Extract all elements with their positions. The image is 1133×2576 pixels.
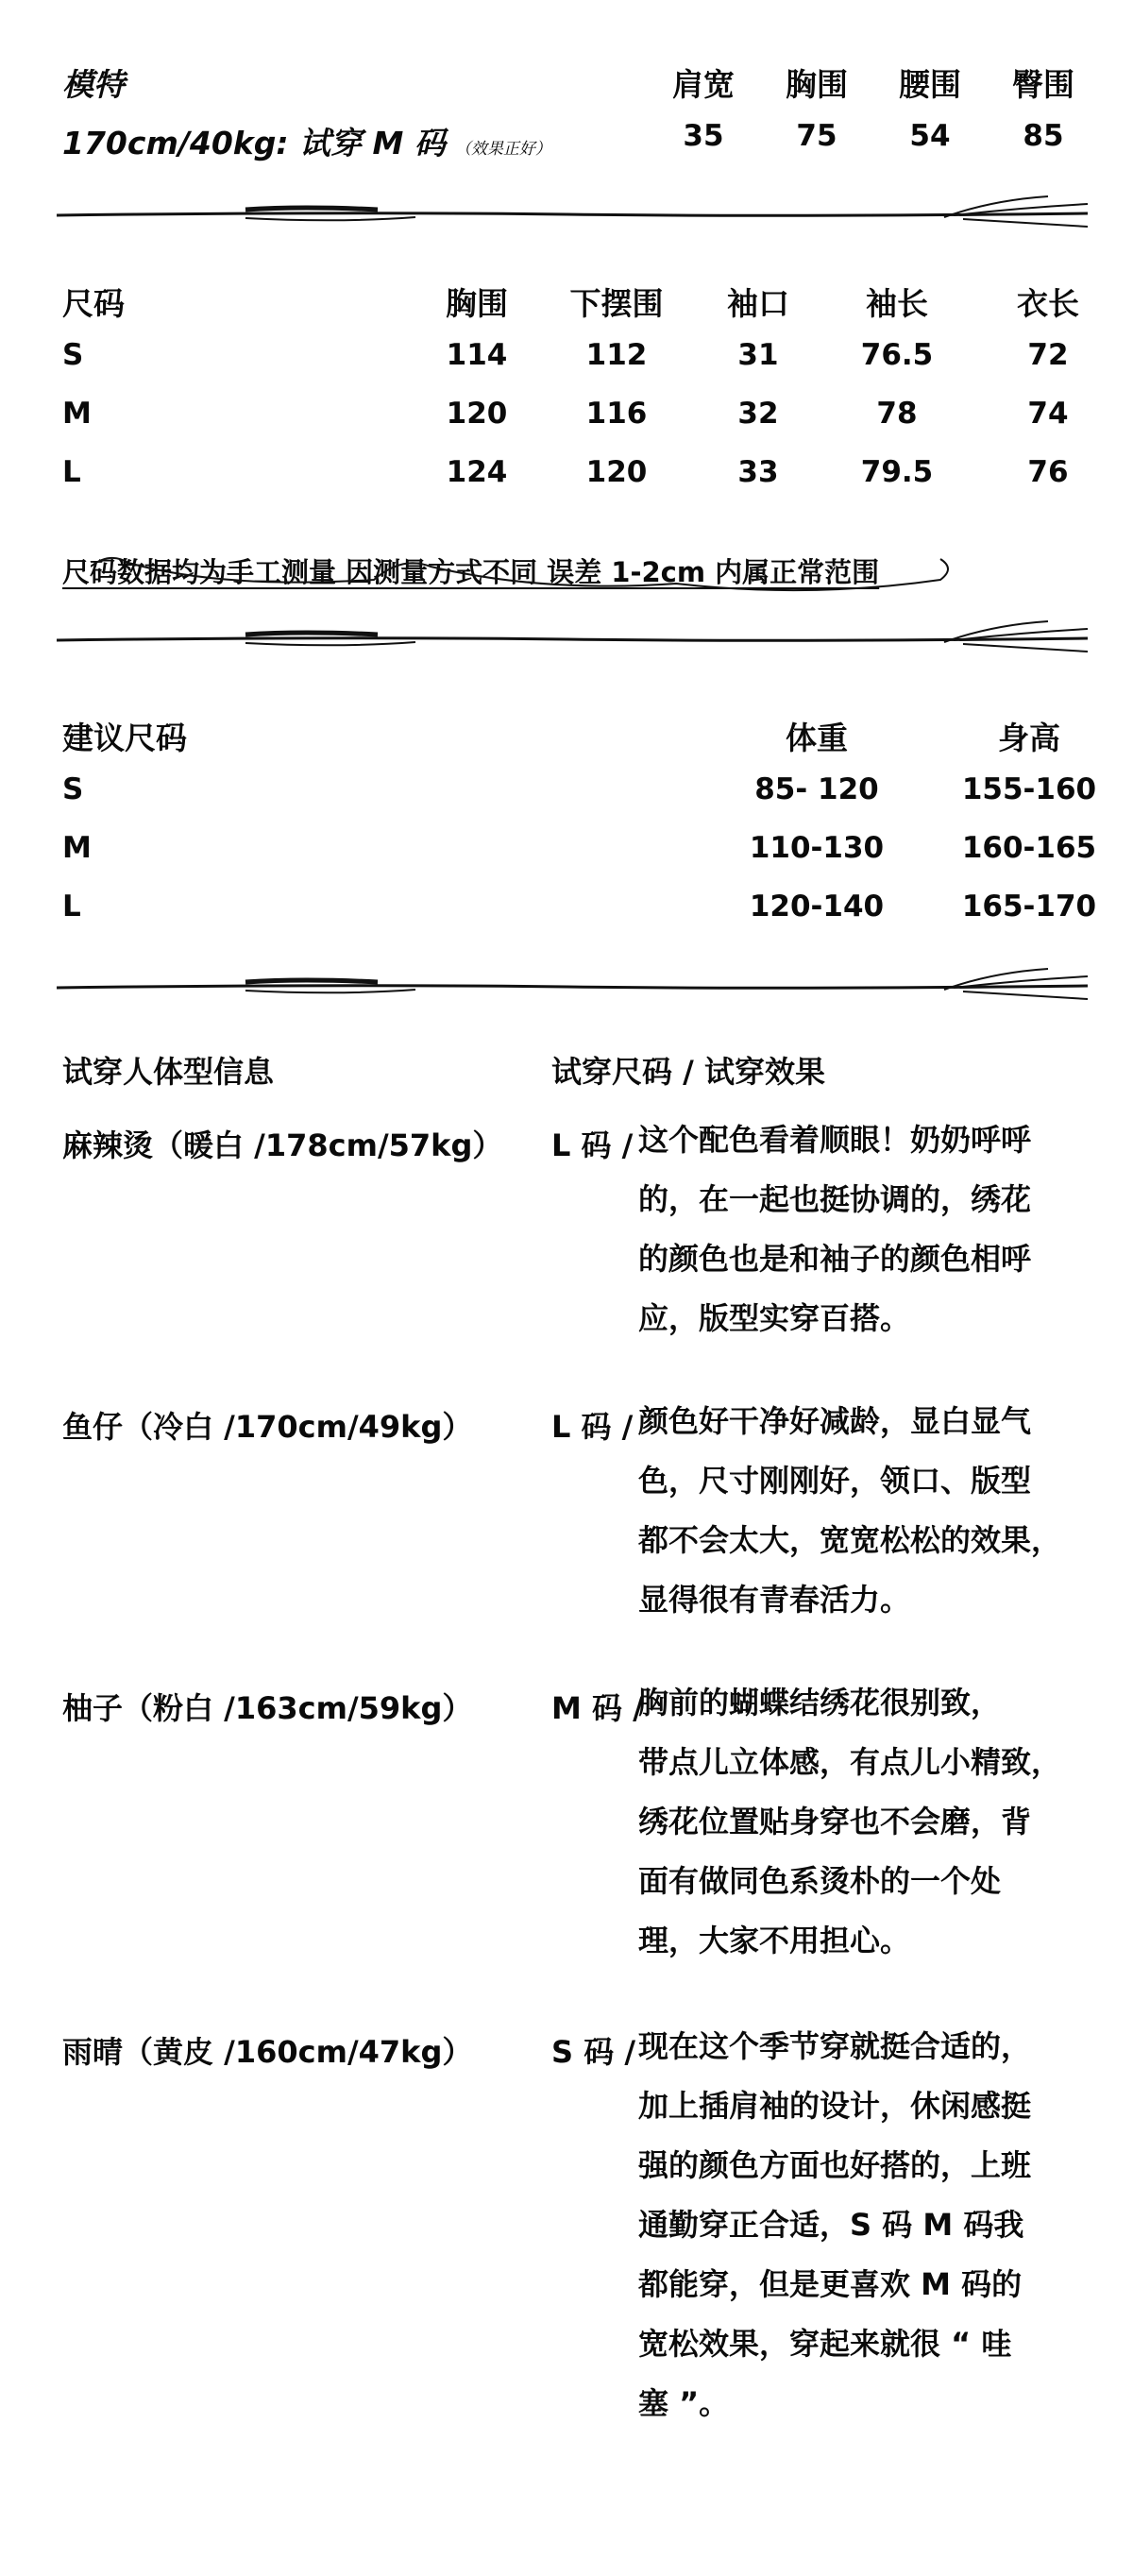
model-info-text: 170cm/40kg: 试穿 M 码 (62, 125, 446, 161)
comment-line: 理，大家不用担心。 (638, 1923, 911, 1958)
cell-hem: 112 (585, 338, 648, 372)
measure-header-waist: 腰围 (899, 66, 961, 103)
comment-line: 这个配色看着顺眼！奶奶呼呼 (638, 1122, 1032, 1158)
tryon-comment (638, 2017, 1091, 2433)
tryon-comment (638, 1673, 1091, 1971)
cell-size: M (62, 397, 92, 431)
comment-line: 带点儿立体感，有点儿小精致， (638, 1744, 1062, 1780)
measure-header-shoulder: 肩宽 (672, 66, 735, 103)
comment-line: 色，尺寸刚刚好，领口、版型 (638, 1463, 1032, 1499)
model-heading: 模特 (62, 66, 125, 103)
tryon-comment (638, 1392, 1091, 1630)
comment-line: 的，在一起也挺协调的，绣花 (638, 1181, 1032, 1217)
size-header-size: 尺码 (62, 285, 125, 322)
comment-line: 绣花位置贴身穿也不会磨，背 (638, 1804, 1032, 1839)
cell-cuff: 33 (737, 455, 779, 489)
cell-weight: 110-130 (749, 831, 885, 865)
cell-chest: 120 (446, 397, 508, 431)
comment-line: 通勤穿正合适，S 码 M 码我 (638, 2207, 1024, 2243)
comment-line: 胸前的蝴蝶结绣花很别致， (638, 1685, 1002, 1720)
brush-divider (57, 619, 1088, 657)
tryon-size: L 码 / (551, 1127, 634, 1163)
tryon-comment (638, 1110, 1091, 1348)
hand-drawn-scribble (91, 546, 959, 601)
tryon-person: 柚子（粉白 /163cm/59kg） (62, 1690, 473, 1726)
tryon-person: 鱼仔（冷白 /170cm/49kg） (62, 1409, 473, 1445)
suggest-header-height: 身高 (998, 720, 1060, 756)
measure-value-shoulder: 35 (683, 119, 724, 153)
comment-line: 显得很有青春活力。 (638, 1582, 911, 1618)
size-header-hem: 下摆围 (569, 285, 664, 322)
cell-size: L (62, 455, 81, 489)
comment-line: 应，版型实穿百搭。 (638, 1300, 911, 1336)
cell-size: S (62, 772, 84, 806)
cell-size: L (62, 890, 81, 924)
cell-hem: 120 (585, 455, 648, 489)
comment-line: 的颜色也是和袖子的颜色相呼 (638, 1241, 1032, 1277)
model-note: （效果正好） (454, 140, 551, 159)
tryon-header-result: 试穿尺码 / 试穿效果 (551, 1054, 825, 1090)
comment-line: 强的颜色方面也好搭的，上班 (638, 2147, 1032, 2183)
comment-line: 颜色好干净好减龄，显白显气 (638, 1403, 1032, 1439)
measure-value-chest: 75 (796, 119, 837, 153)
brush-divider (57, 195, 1088, 232)
measure-header-chest: 胸围 (786, 66, 848, 103)
cell-weight: 85- 120 (754, 772, 879, 806)
cell-chest: 114 (446, 338, 508, 372)
comment-line: 现在这个季节穿就挺合适的， (638, 2028, 1032, 2064)
suggest-header-weight: 体重 (786, 720, 848, 756)
model-info (62, 119, 551, 163)
tryon-size: L 码 / (551, 1409, 634, 1445)
comment-line: 宽松效果，穿起来就很 “ 哇 (638, 2326, 1012, 2362)
cell-sleeve: 76.5 (860, 338, 934, 372)
cell-height: 165-170 (961, 890, 1097, 924)
cell-weight: 120-140 (749, 890, 885, 924)
measure-value-hip: 85 (1023, 119, 1064, 153)
tryon-size: M 码 / (551, 1690, 644, 1726)
cell-cuff: 31 (737, 338, 779, 372)
measurement-note: 尺码数据均为手工测量 因测量方式不同 误差 1-2cm 内属正常范围 (62, 556, 880, 588)
size-header-cuff: 袖口 (727, 285, 789, 322)
brush-divider (57, 967, 1088, 1005)
comment-line: 加上插肩袖的设计，休闲感挺 (638, 2088, 1032, 2124)
suggest-header-size: 建议尺码 (62, 720, 187, 756)
measure-value-waist: 54 (909, 119, 951, 153)
cell-sleeve: 78 (876, 397, 918, 431)
comment-line: 面有做同色系烫朴的一个处 (638, 1863, 1002, 1899)
tryon-size: S 码 / (551, 2034, 636, 2070)
cell-height: 155-160 (961, 772, 1097, 806)
cell-length: 74 (1027, 397, 1069, 431)
size-header-chest: 胸围 (446, 285, 508, 322)
cell-sleeve: 79.5 (860, 455, 934, 489)
cell-cuff: 32 (737, 397, 779, 431)
tryon-header-person: 试穿人体型信息 (62, 1054, 275, 1090)
size-header-sleeve: 袖长 (866, 285, 928, 322)
tryon-person: 麻辣烫（暖白 /178cm/57kg） (62, 1127, 503, 1163)
cell-size: M (62, 831, 92, 865)
comment-line: 都能穿，但是更喜欢 M 码的 (638, 2266, 1023, 2302)
tryon-person: 雨晴（黄皮 /160cm/47kg） (62, 2034, 473, 2070)
cell-hem: 116 (585, 397, 648, 431)
cell-chest: 124 (446, 455, 508, 489)
comment-line: 都不会太大，宽宽松松的效果， (638, 1522, 1062, 1558)
cell-size: S (62, 338, 84, 372)
comment-line: 塞 ”。 (638, 2385, 730, 2421)
cell-height: 160-165 (961, 831, 1097, 865)
measure-header-hip: 臀围 (1012, 66, 1074, 103)
size-header-length: 衣长 (1017, 285, 1079, 322)
cell-length: 72 (1027, 338, 1069, 372)
cell-length: 76 (1027, 455, 1069, 489)
